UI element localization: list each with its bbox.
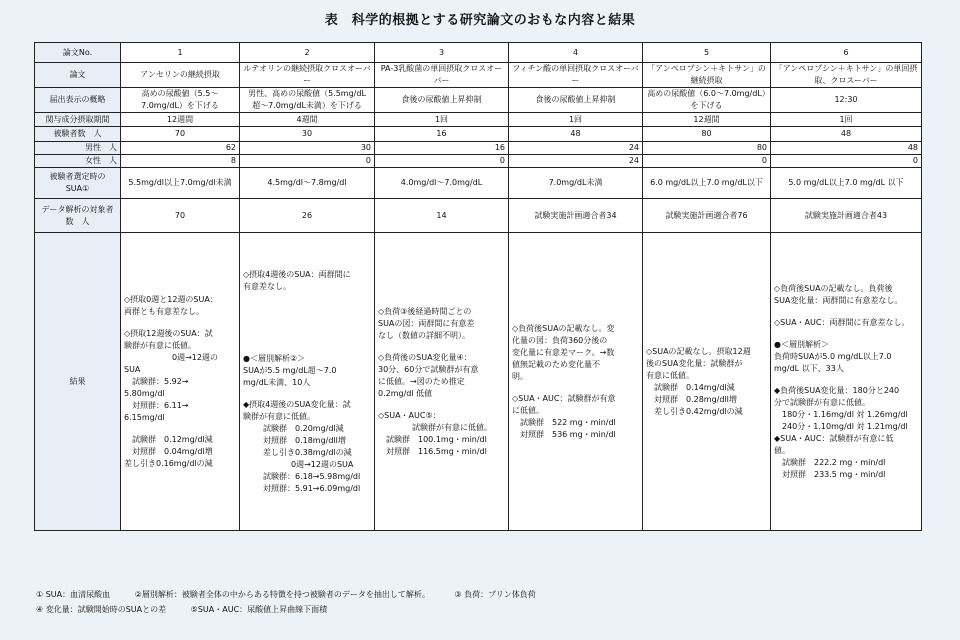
result-line	[124, 318, 236, 328]
cell: 48	[771, 142, 922, 155]
result-line: ◇負荷後SUAの記載なし。変	[512, 323, 615, 333]
row-results	[35, 233, 922, 531]
result-cell	[771, 233, 922, 531]
cell	[240, 88, 375, 113]
result-line: 対照群 0.28mg/dll増	[654, 394, 737, 404]
cell: 70	[121, 127, 240, 142]
result-line: 値。	[774, 445, 790, 455]
cell-line: アンセリンの継続摂取	[140, 70, 220, 79]
cell	[771, 168, 922, 199]
cell: 16	[375, 142, 509, 155]
cell-line: 「アンペロプシン＋キトサン」	[647, 64, 758, 73]
result-line: 両群とも有意差なし。	[124, 306, 204, 316]
cell-line: SUA①	[65, 184, 90, 193]
result-line	[243, 389, 371, 399]
result-line: 負荷時SUAが5.0 mg/dL以上7.0	[774, 351, 892, 361]
result-line: ◇SUA・AUC：両群間に有意差なし。	[774, 317, 910, 327]
cell	[643, 168, 771, 199]
cell: 0	[771, 155, 922, 168]
cell: 4週間	[240, 113, 375, 127]
result-line: 値無記載のため変化量不	[512, 359, 600, 369]
result-line: 験群が有意に低値。	[124, 340, 196, 350]
cell-line: 試験実施計画適合者	[534, 210, 607, 220]
cell	[375, 63, 509, 88]
cell-line: 7.0mg/dL）を下げる	[141, 101, 219, 110]
result-line: 対照群：6.11→	[132, 400, 189, 410]
footnote: ④ 変化量：試験開始時のSUAとの差	[36, 605, 167, 614]
row-label: 被験者数 人	[35, 127, 121, 142]
cell: 48	[771, 127, 922, 142]
result-line: 6.15mg/dl	[124, 412, 165, 422]
cell-line: 食後の尿酸値上昇抑制	[535, 95, 616, 104]
result-cell	[509, 233, 643, 531]
col-header: 3	[375, 43, 509, 63]
row-analysis	[35, 199, 922, 233]
result-line: ◇摂取4週後のSUA：両群間に	[243, 269, 351, 279]
cell	[643, 88, 771, 113]
result-line: 差し引き0.38mg/dlの減	[263, 447, 352, 457]
cell-line: 7.0mg/dL未満	[548, 178, 603, 187]
cell-line: 43	[876, 210, 888, 220]
footnote: ③ 負荷：プリン体負荷	[454, 590, 536, 599]
result-cell	[643, 233, 771, 531]
cell-line: 対象者数 人	[65, 204, 114, 226]
result-line: 5.80mg/dl	[124, 388, 165, 398]
cell-line: 4.0mg/dl〜7.0mg/dL	[400, 178, 483, 187]
cell-line: 7.0mg/dL）を下げる	[690, 89, 766, 110]
result-cell	[240, 233, 375, 531]
cell: 30	[240, 142, 375, 155]
row-label: 届出表示の概略	[35, 88, 121, 113]
study-table	[34, 42, 922, 531]
cell-line: 7.0 mg/dL 以下	[844, 178, 904, 187]
result-line: ●＜層別解析②＞	[243, 353, 306, 363]
cell: 1回	[509, 113, 643, 127]
cell-line: 高めの尿酸値（5.5〜	[141, 89, 219, 98]
cell: 0	[375, 155, 509, 168]
result-line: ◇負荷後SUAの記載なし。負荷後	[774, 283, 893, 293]
cell	[643, 63, 771, 88]
cell: 0	[643, 155, 771, 168]
result-line: 変化量に有意差マーク。→数	[512, 347, 615, 357]
result-line	[243, 313, 371, 323]
result-line: 試験群 100.1mg・min/dl	[386, 434, 487, 444]
result-line	[243, 333, 371, 343]
cell-line: 4.5mg/dl〜7.8mg/dl	[267, 178, 347, 187]
cell: 1回	[375, 113, 509, 127]
result-line: 分で試験群が有意に低値。	[774, 397, 870, 407]
result-line: 試験群 0.20mg/dl減	[263, 423, 344, 433]
result-line: ◇負荷後のSUA変化量④：	[378, 352, 472, 362]
row-label: 女性 人	[35, 155, 121, 168]
result-line: 試験群：6.18→5.98mg/dl	[263, 471, 361, 481]
cell-line: 試験実施計画適合者	[665, 210, 738, 220]
row-paper	[35, 63, 922, 88]
cell-line: 7.0mg/dl未満	[180, 178, 232, 187]
footnote: ⑤SUA・AUC：尿酸値上昇曲線下面積	[190, 605, 328, 614]
col-header: 4	[509, 43, 643, 63]
result-line: ◆負荷後SUA変化量：180分と240	[774, 385, 900, 395]
result-line: SUAが5.5 mg/dL超〜7.0	[243, 365, 337, 375]
result-line: ◇負荷③後経過時間ごとの	[378, 306, 472, 316]
result-line	[512, 383, 639, 393]
result-line	[774, 307, 918, 317]
cell-line: 超〜7.0mg/dL未満）を下げる	[252, 101, 362, 110]
row-label: 関与成分摂取期間	[35, 113, 121, 127]
result-line: 有意に低値。	[646, 370, 694, 380]
footnote: ① SUA：血清尿酸血	[36, 590, 111, 599]
cell: 8	[121, 155, 240, 168]
cell-line: 12:30	[834, 95, 858, 104]
result-line: 対照群 0.18mg/dll増	[263, 435, 346, 445]
cell-line: 摂取、クロスーバー	[814, 64, 918, 85]
result-cell	[375, 233, 509, 531]
cell-line: クロスオーバー	[433, 64, 503, 85]
header-row	[35, 43, 922, 63]
result-line: ◇SUA・AUC⑤：	[378, 410, 441, 420]
cell	[375, 168, 509, 199]
row-subjects	[35, 127, 922, 142]
result-line: 試験群 0.12mg/dl減	[132, 434, 213, 444]
cell-line: 食後の尿酸値上昇抑制	[401, 95, 482, 104]
row-label: 論文	[35, 63, 121, 88]
result-line: ◆SUA・AUC：試験群が有意に低	[774, 433, 894, 443]
result-line	[378, 342, 505, 352]
result-line: 試験群 522 mg・min/dl	[520, 417, 616, 427]
result-line	[774, 375, 918, 385]
result-line	[774, 329, 918, 339]
col-header: 5	[643, 43, 771, 63]
result-line	[243, 323, 371, 333]
cell-line: 76	[737, 210, 748, 220]
row-label	[35, 168, 121, 199]
cell: 12週間	[643, 113, 771, 127]
result-line: 240分・1.10mg/dl 対 1.21mg/dl	[782, 421, 908, 431]
result-line: SUA変化量：両群間に有意差なし。	[774, 295, 903, 305]
row-male	[35, 142, 922, 155]
cell-line: の継続摂取	[690, 64, 766, 85]
paper-no-label: 論文No.	[35, 43, 121, 63]
result-line: 対照群 116.5mg・min/dl	[386, 446, 487, 456]
cell-line: フィチン酸の単回摂取	[512, 64, 592, 73]
result-line	[243, 303, 371, 313]
cell	[509, 63, 643, 88]
result-line: 試験群：5.92→	[132, 376, 189, 386]
cell: 24	[509, 155, 643, 168]
cell	[121, 88, 240, 113]
cell: 12週間	[121, 113, 240, 127]
cell-line: クロスオーバー	[303, 64, 371, 85]
result-line: 0週→12週のSUA	[291, 459, 354, 469]
result-line: 0週→12週の	[172, 352, 218, 362]
result-cell	[121, 233, 240, 531]
result-line: SUA	[124, 364, 141, 374]
cell-line: 5.0 mg/dL以上	[788, 178, 845, 187]
result-line: 有意差なし。	[243, 281, 291, 291]
row-label: 男性 人	[35, 142, 121, 155]
result-line: なし（数値の詳細不明）。	[378, 330, 470, 340]
col-header: 6	[771, 43, 922, 63]
cell: 80	[643, 142, 771, 155]
cell-line: 「アンペロプシン＋キトサン」の単回	[774, 64, 910, 73]
result-line: 差し引き0.42mg/dlの減	[654, 406, 743, 416]
cell: 0	[240, 155, 375, 168]
result-line: ◇摂取0週と12週のSUA：	[124, 294, 218, 304]
cell-line: クロスオーバー	[571, 64, 639, 85]
result-line: ◇SUAの記載なし。摂取12週	[646, 346, 751, 356]
col-header: 2	[240, 43, 375, 63]
cell-line: 6.0 mg/dL以上	[650, 178, 707, 187]
result-line: 後のSUA変化量：試験群が	[646, 358, 743, 368]
cell	[643, 199, 771, 233]
cell: 1回	[771, 113, 922, 127]
result-line	[378, 400, 505, 410]
row-female	[35, 155, 922, 168]
cell	[240, 168, 375, 199]
result-line: に低値。→図のため推定	[378, 376, 465, 386]
footnote-line-1	[36, 589, 558, 600]
cell	[509, 88, 643, 113]
cell: 16	[375, 127, 509, 142]
result-line: ◇摂取12週後のSUA：試	[124, 328, 213, 338]
result-line: ◇SUA・AUC：試験群が有意	[512, 393, 616, 403]
result-line: 明。	[512, 371, 528, 381]
result-line	[243, 293, 371, 303]
row-label	[35, 199, 121, 233]
result-line: に低値。	[512, 405, 544, 415]
cell	[771, 63, 922, 88]
cell	[375, 88, 509, 113]
result-line: 試験群が有意に低値。	[412, 422, 492, 432]
result-line	[124, 424, 236, 434]
result-line: 180分・1.16mg/dl 対 1.26mg/dl	[782, 409, 908, 419]
cell-line: 14	[436, 210, 447, 220]
cell	[121, 168, 240, 199]
footnote: ②層別解析：被験者全体の中からある特徴を持つ被験者のデータを抽出して解析。	[134, 590, 430, 599]
result-line	[243, 343, 371, 353]
page-title: 表 科学的根拠とする研究論文のおもな内容と結果	[324, 13, 636, 28]
result-line: 験群が有意に低値。	[243, 411, 315, 421]
cell: 80	[643, 127, 771, 142]
cell-line: 男性、高めの尿酸値（5.5mg/dL	[248, 89, 366, 98]
result-line: 試験群 222.2 mg・min/dl	[782, 457, 886, 467]
result-line: 差し引き0.16mg/dlの減	[124, 458, 213, 468]
result-line: 対照群：5.91→6.09mg/dl	[263, 483, 361, 493]
cell: 24	[509, 142, 643, 155]
result-line: ●＜層別解析＞	[774, 339, 829, 349]
col-header: 1	[121, 43, 240, 63]
cell	[771, 88, 922, 113]
result-line: 対照群 233.5 mg・min/dl	[782, 469, 886, 479]
cell: 30	[240, 127, 375, 142]
cell-line: 試験実施計画適合者	[804, 210, 877, 220]
cell-line: PA-3乳酸菌の単回摂取	[380, 64, 463, 73]
cell	[375, 199, 509, 233]
cell: 62	[121, 142, 240, 155]
cell-line: ルテオリンの継続摂取	[243, 64, 324, 73]
row-label: 結果	[35, 233, 121, 531]
row-sua-criteria	[35, 168, 922, 199]
result-line: 対照群 0.04mg/dl増	[132, 446, 213, 456]
cell-line: 5.5mg/dl以上	[128, 178, 180, 187]
cell-line: 70	[174, 210, 186, 220]
result-line: mg/dL 以下、33人	[774, 363, 844, 373]
result-line: 試験群 0.14mg/dl減	[654, 382, 735, 392]
cell-line: 7.0 mg/dL以下	[706, 178, 763, 187]
cell-line: 高めの尿酸値（6.0〜	[647, 89, 724, 98]
footnote-line-2	[36, 604, 349, 615]
result-line: 0.2mg/dl 低値	[378, 388, 433, 398]
cell	[509, 199, 643, 233]
result-line: mg/dL未満、10人	[243, 377, 311, 387]
cell-line: 34	[606, 210, 617, 220]
result-line: ◆摂取4週後のSUA変化量：試	[243, 399, 351, 409]
cell	[509, 168, 643, 199]
cell	[240, 63, 375, 88]
cell-line: 被験者選定時の	[49, 172, 106, 181]
row-period	[35, 113, 922, 127]
cell	[121, 63, 240, 88]
cell	[240, 199, 375, 233]
result-line: 30分、60分で試験群が有意	[378, 364, 479, 374]
row-summary	[35, 88, 922, 113]
result-line: 対照群 536 mg・min/dl	[520, 429, 616, 439]
cell	[771, 199, 922, 233]
result-line: 化量の図：負荷360分後の	[512, 335, 608, 345]
cell: 48	[509, 127, 643, 142]
result-line: SUAの図：両群間に有意差	[378, 318, 475, 328]
cell-line: データ解析の	[41, 204, 90, 214]
cell-line: 26	[301, 210, 313, 220]
cell	[121, 199, 240, 233]
